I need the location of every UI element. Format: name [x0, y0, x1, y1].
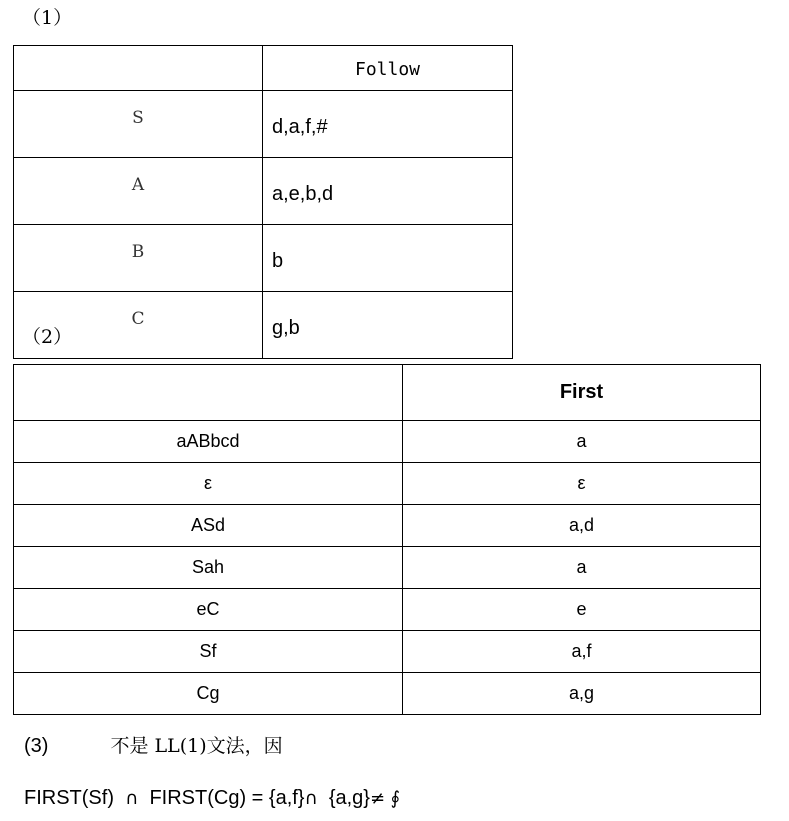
production-cell: Cg: [14, 673, 403, 715]
production-cell: eC: [14, 589, 403, 631]
first-set-cell: a,d: [403, 505, 761, 547]
production-cell: Sah: [14, 547, 403, 589]
follow-table: [13, 45, 513, 359]
production-cell: ε: [14, 463, 403, 505]
part3-number: (3): [24, 735, 49, 757]
table-row: [14, 292, 513, 359]
table-row: [14, 158, 513, 225]
follow-set-cell: a,e,b,d: [263, 158, 513, 225]
table-row: [14, 505, 761, 547]
table-row: [14, 673, 761, 715]
table-row: [14, 463, 761, 505]
production-cell: ASd: [14, 505, 403, 547]
follow-header-label: Follow: [263, 46, 513, 91]
table-row: [14, 589, 761, 631]
first-set-cell: ε: [403, 463, 761, 505]
follow-set-cell: g,b: [263, 292, 513, 359]
follow-header-empty: [14, 46, 263, 91]
table-row: [14, 421, 761, 463]
part3-formula-line: [24, 787, 400, 810]
table-row: [14, 547, 761, 589]
empty-set-symbol: ∮: [390, 788, 401, 809]
intersection-symbol: ∩: [304, 788, 318, 809]
nonterminal-cell: B: [14, 225, 263, 292]
formula-right: {a,g}: [328, 787, 370, 809]
first-set-cell: a: [403, 547, 761, 589]
table-row: [14, 91, 513, 158]
part3-statement-line: [24, 731, 283, 758]
formula-left: FIRST(Sf): [24, 787, 114, 809]
nonterminal-cell: C: [14, 292, 263, 359]
production-cell: aABbcd: [14, 421, 403, 463]
first-table: [13, 364, 761, 715]
table-row: [14, 225, 513, 292]
nonterminal-cell: S: [14, 91, 263, 158]
part2-label: （2）: [22, 326, 73, 348]
first-header-label: First: [403, 365, 761, 421]
formula-mid: FIRST(Cg) = {a,f}: [149, 787, 305, 809]
nonterminal-cell: A: [14, 158, 263, 225]
follow-table-header: [14, 46, 513, 91]
follow-set-cell: d,a,f,#: [263, 91, 513, 158]
first-set-cell: e: [403, 589, 761, 631]
first-set-cell: a: [403, 421, 761, 463]
first-set-cell: a,g: [403, 673, 761, 715]
first-header-empty: [14, 365, 403, 421]
part3-statement: 不是 LL(1)文法，因: [110, 735, 283, 757]
not-equal-symbol: ≠: [369, 788, 386, 809]
intersection-symbol: ∩: [125, 788, 139, 809]
follow-set-cell: b: [263, 225, 513, 292]
first-set-cell: a,f: [403, 631, 761, 673]
production-cell: Sf: [14, 631, 403, 673]
part1-label: （1）: [22, 7, 73, 29]
first-table-header: [14, 365, 761, 421]
table-row: [14, 631, 761, 673]
